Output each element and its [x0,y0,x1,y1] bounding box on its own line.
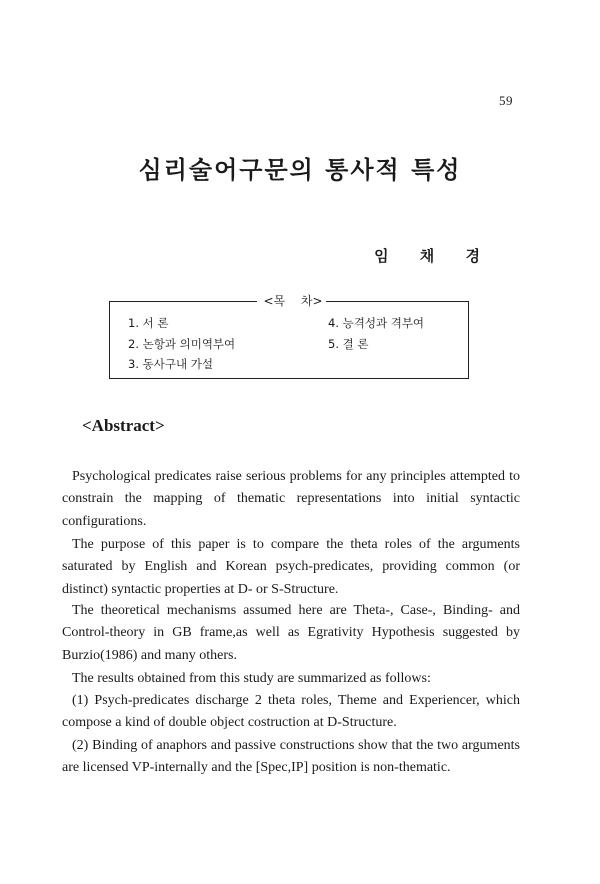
abstract-paragraph [62,466,520,533]
toc-item-vp-internal: 3. 동사구내 가설 [128,357,213,371]
abstract-paragraph [62,690,520,735]
toc-item-intro: 1. 서 론 [128,316,169,330]
toc-border-right [325,301,468,302]
abstract-paragraph-text: The results obtained from this study are summarized as follows: [72,671,431,686]
abstract-heading: <Abstract> [82,416,165,435]
abstract-paragraph [62,534,520,601]
abstract-paragraph-text: Psychological predicates raise serious problems for any principles attempted to constrain the mapping of thematic representations into initial syntactic configurations. [62,469,520,529]
toc-border-left [110,301,257,302]
author-name: 임 채 경 [374,247,480,265]
page-title: 심리술어구문의 통사적 특성 [138,156,462,184]
toc-item-conclusion: 5. 결 론 [328,337,369,351]
page-number: 59 [499,93,513,108]
abstract-paragraph-text: (1) Psych-predicates discharge 2 theta roles, Theme and Experiencer, which compose a kind of double object costruction at D-Structure. [62,693,520,731]
table-of-contents-box [109,294,469,379]
abstract-paragraph-text: (2) Binding of anaphors and passive constructions show that the two arguments are licensed VP-internally and the [Spec,IP] position is non-thematic. [62,738,520,776]
abstract-paragraph [62,600,520,667]
abstract-paragraph-text: The theoretical mechanisms assumed here are Theta-, Case-, Binding- and Control-theory in GB frame,as well as Egrativity Hypothesis suggested by Burzio(1986) and many others. [62,603,520,663]
toc-heading: <목 차> [260,293,326,309]
abstract-paragraph-text: The purpose of this paper is to compare the theta roles of the arguments saturated by English and Korean psych-predicates, providing common (or distinct) syntactic properties at D- or S-Structure. [62,537,520,597]
toc-item-arguments: 2. 논항과 의미역부여 [128,337,236,351]
abstract-paragraph [62,668,520,690]
abstract-paragraph [62,735,520,780]
toc-item-ergativity: 4. 능격성과 격부여 [328,316,425,330]
